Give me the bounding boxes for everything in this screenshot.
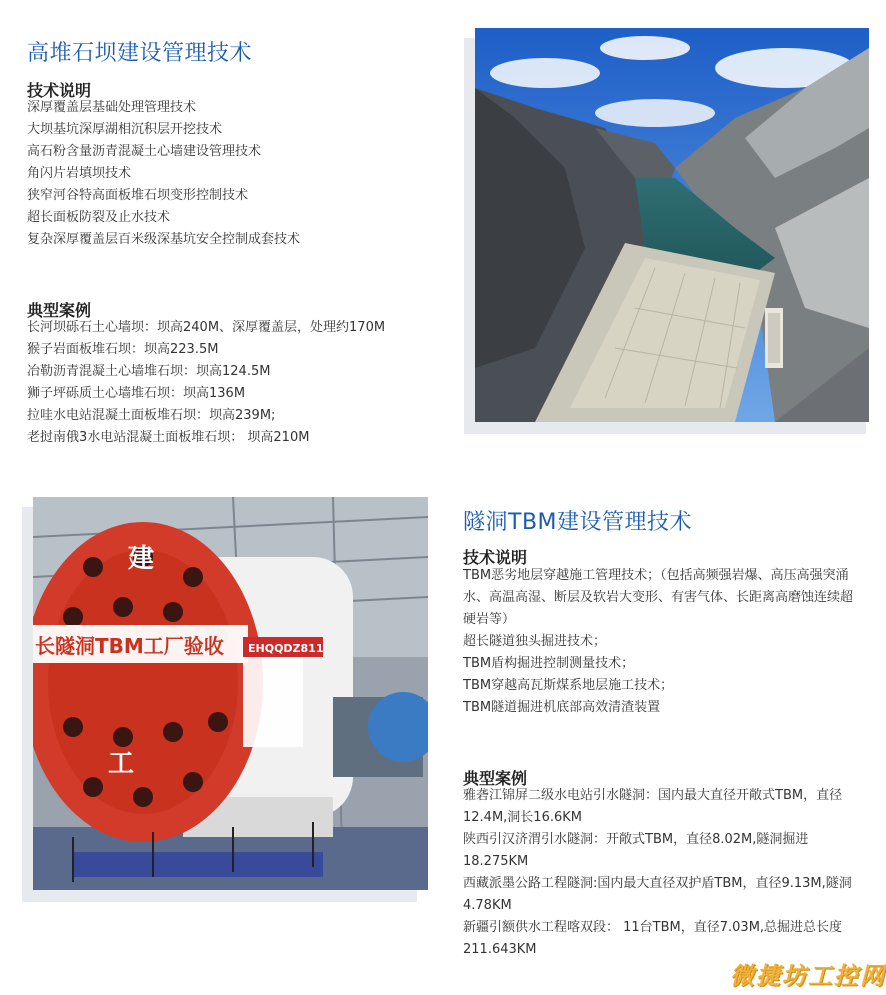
tbm-char-bottom: 工 [108,749,135,779]
list-item: 高石粉含量沥青混凝土心墙建设管理技术 [27,144,262,159]
dam-photo [475,28,869,422]
list-item: 深厚覆盖层基础处理管理技术 [27,100,197,115]
section1-case-heading: 典型案例 [27,301,92,320]
section2-title: 隧洞TBM建设管理技术 [463,510,693,535]
list-item: TBM盾构掘进控制测量技术； [463,656,635,671]
list-item: 冶勒沥青混凝土心墙堆石坝：坝高124.5M [27,364,271,379]
list-item: 新疆引额供水工程喀双段： 11台TBM，直径7.03M,总掘进总长度211.643KM [463,920,843,957]
list-item: 大坝基坑深厚湖相沉积层开挖技术 [27,122,223,137]
section1-tech-list [27,97,300,251]
section1-title: 高堆石坝建设管理技术 [27,41,253,66]
list-item: 复杂深厚覆盖层百米级深基坑安全控制成套技术 [27,232,301,247]
list-item: 拉哇水电站混凝土面板堆石坝：坝高239M; [27,408,276,423]
list-item: 陕西引汉济渭引水隧洞：开敞式TBM，直径8.02M,隧洞掘进18.275KM [463,832,809,869]
list-item: TBM穿越高瓦斯煤系地层施工技术； [463,678,674,693]
list-item: 狭窄河谷特高面板堆石坝变形控制技术 [27,188,249,203]
list-item: TBM隧道掘进机底部高效清渣装置 [463,700,661,715]
list-item: 超长面板防裂及止水技术 [27,210,171,225]
section2-case-heading: 典型案例 [463,769,528,788]
tbm-machine-code: EHQQDZ811 [248,642,324,655]
list-item: 老挝南俄3水电站混凝土面板堆石坝： 坝高210M [27,430,310,445]
list-item: TBM恶劣地层穿越施工管理技术；（包括高频强岩爆、高压高强突涌水、高温高湿、断层及软岩大变形、有害气体、长距离高磨蚀连续超硬岩等） [463,568,854,627]
section1-case-list [27,317,385,449]
list-item: 超长隧道独头掘进技术； [463,634,607,649]
tbm-char-top: 建 [128,544,155,574]
list-item: 雅砻江锦屏二级水电站引水隧洞：国内最大直径开敞式TBM，直径12.4M,洞长16.6KM [463,788,843,825]
list-item: 西藏派墨公路工程隧洞:国内最大直径双护盾TBM，直径9.13M,隧洞4.78KM [463,876,852,913]
section2-tech-heading: 技术说明 [463,548,528,567]
watermark-logo: 微捷坊工控网 [730,962,886,990]
list-item: 长河坝砾石土心墙坝：坝高240M、深厚覆盖层，处理约170M [27,320,386,335]
list-item: 角闪片岩填坝技术 [27,166,132,181]
list-item: 狮子坪砾质土心墙堆石坝：坝高136M [27,386,246,401]
section2-case-list [463,785,863,961]
section2-tech-list [463,565,863,719]
tbm-banner-text: 长隧洞TBM工厂验收 [35,634,224,658]
section1-tech-heading: 技术说明 [27,81,92,100]
tbm-photo [33,497,428,890]
list-item: 猴子岩面板堆石坝：坝高223.5M [27,342,219,357]
